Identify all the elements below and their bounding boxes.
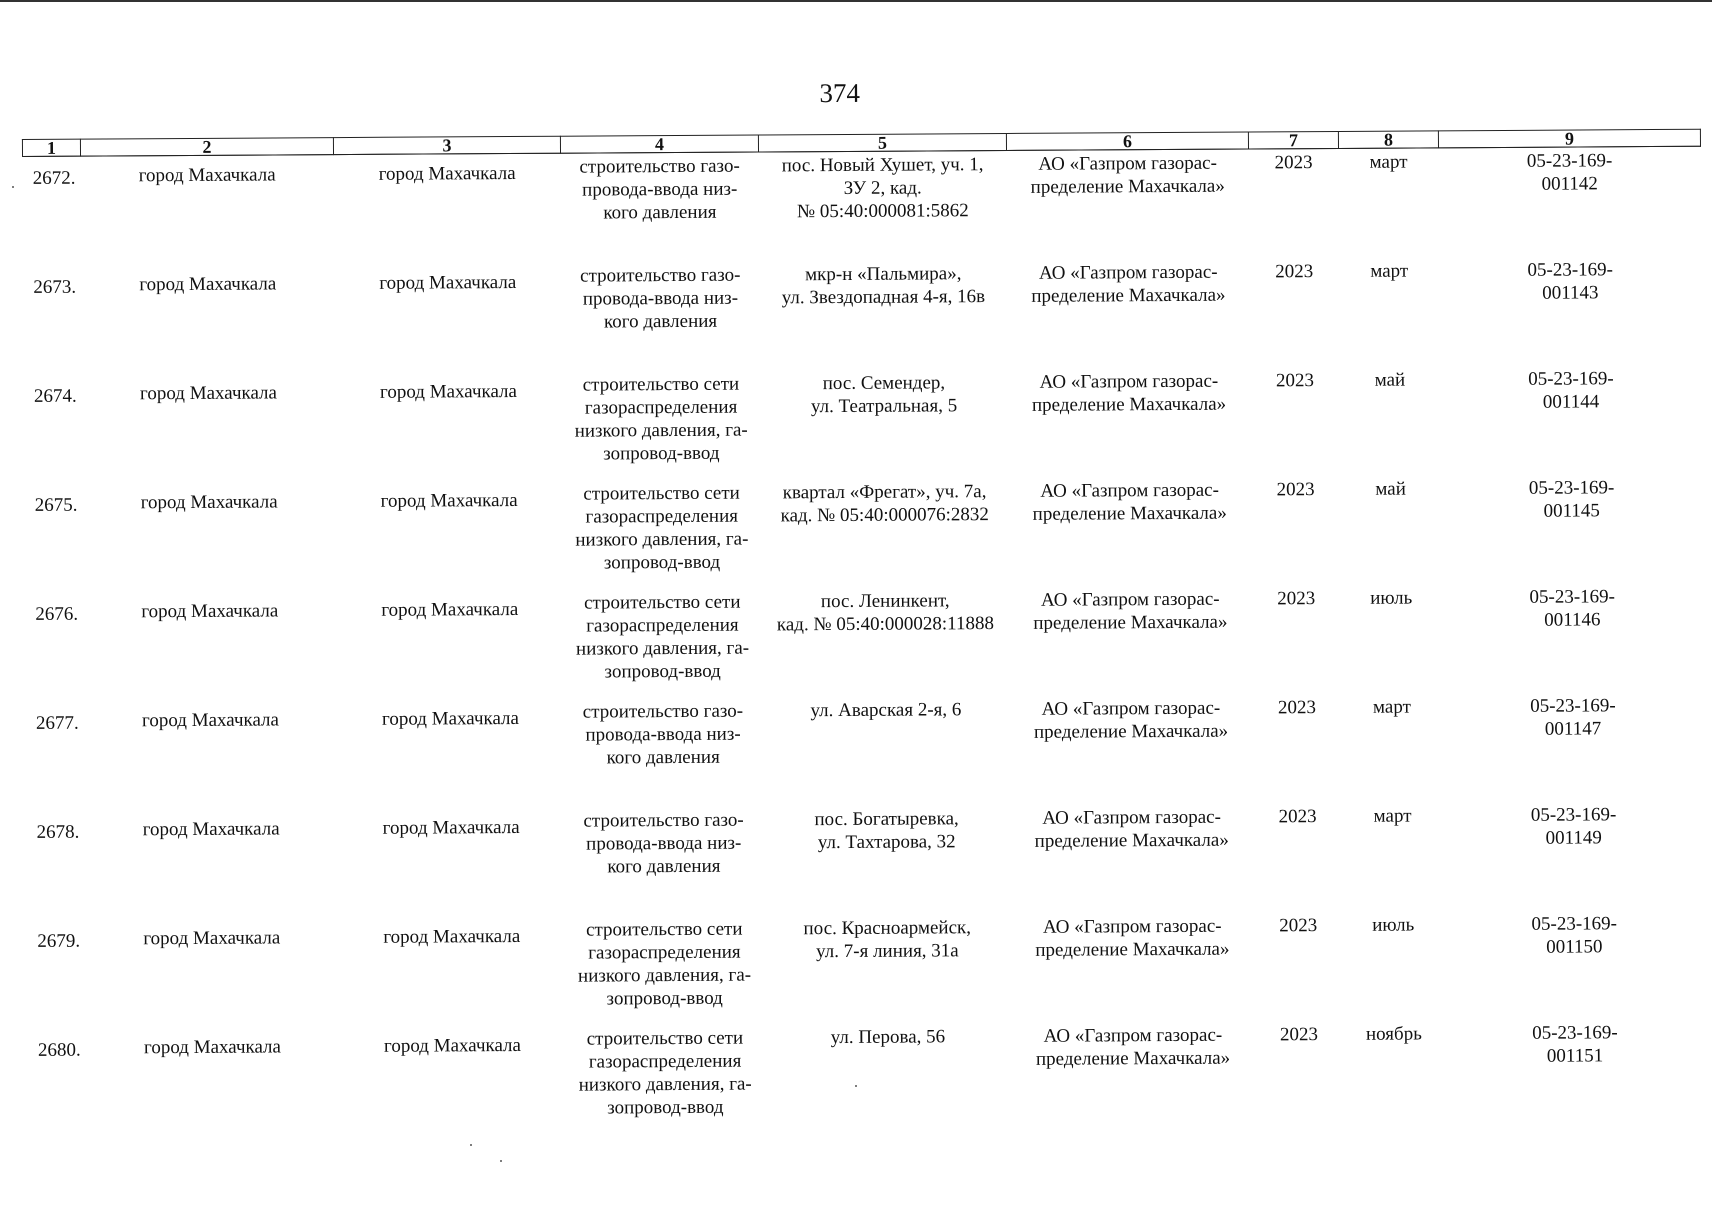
organization-line: пределение Махачкала» bbox=[1031, 393, 1227, 416]
organization-line: АО «Газпром газорас- bbox=[1042, 915, 1222, 938]
municipality-cell: город Махачкала bbox=[138, 164, 276, 187]
work-description-cell bbox=[563, 588, 762, 698]
year-cell: 2023 bbox=[1279, 915, 1318, 937]
address-line: кад. № 05:40:000076:2832 bbox=[780, 504, 989, 527]
work-description-cell bbox=[566, 1024, 765, 1134]
register-number-line: 001145 bbox=[1543, 500, 1600, 522]
address-line: пос. Ленинкент, bbox=[820, 590, 950, 613]
row-number-cell: 2680. bbox=[37, 1039, 81, 1061]
municipality-cell: город Махачкала bbox=[143, 927, 281, 950]
row-number-cell: 2679. bbox=[37, 930, 81, 952]
work-description-line: зопровод-ввод bbox=[603, 442, 720, 465]
table-row bbox=[23, 256, 1702, 375]
work-description-line: строительство газо- bbox=[583, 809, 744, 832]
row-number-cell: 2675. bbox=[34, 494, 78, 516]
work-description-line: зопровод-ввод bbox=[603, 551, 721, 574]
organization-cell bbox=[1007, 149, 1250, 260]
page-number: 374 bbox=[819, 77, 860, 109]
municipality-cell: город Махачкала bbox=[139, 273, 277, 296]
settlement-cell: город Махачкала bbox=[382, 816, 520, 839]
work-description-line: кого давления bbox=[603, 201, 717, 224]
work-description-line: низкого давления, га- bbox=[575, 528, 749, 551]
work-description-line: низкого давления, га- bbox=[578, 1073, 752, 1096]
settlement-cell: город Махачкала bbox=[383, 925, 521, 948]
table-row bbox=[24, 365, 1703, 484]
register-number-cell bbox=[1443, 910, 1706, 1021]
organization-cell bbox=[1009, 585, 1252, 695]
organization-line: пределение Махачкала» bbox=[1033, 720, 1229, 743]
work-description-cell bbox=[564, 697, 763, 807]
scan-speck bbox=[500, 1160, 502, 1162]
organization-cell bbox=[1011, 803, 1254, 913]
row-number-cell: 2676. bbox=[35, 603, 79, 625]
organization-cell bbox=[1010, 694, 1253, 804]
organization-line: пределение Махачкала» bbox=[1031, 284, 1226, 307]
header-col-5: 5 bbox=[758, 133, 1006, 152]
register-number-line: 001149 bbox=[1545, 827, 1602, 849]
address-line: пос. Богатыревка, bbox=[814, 808, 959, 831]
address-cell bbox=[764, 1023, 1013, 1134]
work-description-cell bbox=[565, 806, 764, 916]
address-cell bbox=[763, 805, 1012, 916]
work-description-cell bbox=[561, 152, 760, 263]
work-description-line: газораспределения bbox=[586, 614, 739, 637]
address-line: № 05:40:000081:5862 bbox=[796, 200, 969, 223]
work-description-line: провода-ввода низ- bbox=[585, 723, 741, 746]
table-row bbox=[28, 1019, 1707, 1138]
address-line: квартал «Фрегат», уч. 7а, bbox=[782, 481, 987, 504]
municipality-cell: город Махачкала bbox=[139, 382, 278, 405]
work-description-line: зопровод-ввод bbox=[607, 1096, 724, 1119]
register-number-line: 001151 bbox=[1546, 1045, 1604, 1067]
scan-speck bbox=[12, 186, 14, 188]
organization-cell bbox=[1012, 1021, 1255, 1131]
municipality-cell: город Махачкала bbox=[141, 709, 280, 732]
register-number-cell bbox=[1442, 801, 1705, 912]
work-description-line: строительство сети bbox=[582, 373, 740, 396]
table-row bbox=[25, 474, 1704, 593]
organization-line: АО «Газпром газорас- bbox=[1042, 806, 1221, 829]
settlement-cell: город Махачкала bbox=[381, 598, 519, 621]
work-description-line: газораспределения bbox=[588, 941, 741, 964]
register-number-cell bbox=[1442, 692, 1705, 803]
work-description-line: кого давления bbox=[606, 746, 720, 769]
address-line: пос. Красноармейск, bbox=[803, 917, 972, 940]
register-number-cell bbox=[1441, 583, 1704, 694]
register-number-cell bbox=[1438, 146, 1701, 257]
table-row bbox=[27, 910, 1706, 1029]
year-cell: 2023 bbox=[1275, 261, 1314, 283]
address-cell bbox=[759, 260, 1008, 371]
organization-line: пределение Махачкала» bbox=[1033, 611, 1228, 634]
settlement-cell: город Махачкала bbox=[379, 380, 518, 403]
address-cell bbox=[761, 478, 1010, 589]
header-col-4: 4 bbox=[560, 135, 758, 153]
year-cell: 2023 bbox=[1278, 806, 1317, 828]
register-number-line: 05-23-169- bbox=[1528, 477, 1615, 499]
work-description-line: зопровод-ввод bbox=[604, 660, 721, 683]
work-description-line: строительство сети bbox=[585, 918, 743, 941]
address-cell bbox=[763, 914, 1012, 1025]
month-cell: март bbox=[1370, 260, 1409, 282]
work-description-line: провода-ввода низ- bbox=[582, 178, 738, 201]
work-description-line: строительство сети bbox=[583, 591, 741, 614]
work-description-line: строительство газо- bbox=[582, 700, 744, 723]
work-description-line: низкого давления, га- bbox=[577, 964, 752, 987]
table-row bbox=[26, 692, 1705, 811]
address-line: пос. Семендер, bbox=[822, 372, 946, 395]
organization-line: АО «Газпром газорас- bbox=[1041, 697, 1221, 720]
address-line: ул. Театральная, 5 bbox=[810, 395, 958, 418]
work-description-line: кого давления bbox=[607, 855, 721, 878]
address-line: ул. 7-я линия, 31а bbox=[816, 940, 959, 963]
address-line: ул. Аварская 2-я, 6 bbox=[810, 699, 962, 722]
month-cell: июль bbox=[1370, 587, 1413, 609]
address-line: ул. Звездопадная 4-я, 16в bbox=[781, 286, 986, 309]
work-description-line: низкого давления, га- bbox=[574, 419, 748, 442]
register-number-line: 05-23-169- bbox=[1530, 695, 1616, 717]
organization-line: АО «Газпром газорас- bbox=[1040, 588, 1220, 611]
address-line: ЗУ 2, кад. bbox=[843, 177, 922, 199]
register-number-cell bbox=[1439, 256, 1702, 367]
municipality-cell: город Махачкала bbox=[143, 1036, 282, 1059]
organization-line: АО «Газпром газорас- bbox=[1038, 152, 1217, 175]
organization-line: АО «Газпром газорас- bbox=[1040, 479, 1219, 502]
work-description-line: строительство газо- bbox=[579, 155, 740, 178]
organization-cell bbox=[1008, 368, 1251, 478]
month-cell: июль bbox=[1372, 914, 1415, 936]
register-number-line: 001144 bbox=[1542, 391, 1600, 413]
work-description-line: провода-ввода низ- bbox=[586, 832, 742, 855]
municipality-cell: город Махачкала bbox=[142, 818, 280, 841]
year-cell: 2023 bbox=[1276, 479, 1315, 501]
address-line: ул. Перова, 56 bbox=[830, 1026, 946, 1049]
address-cell bbox=[760, 369, 1009, 480]
month-cell: май bbox=[1374, 369, 1406, 391]
register-number-line: 05-23-169- bbox=[1529, 586, 1616, 608]
month-cell: ноябрь bbox=[1365, 1023, 1422, 1045]
settlement-cell: город Махачкала bbox=[378, 162, 516, 185]
year-cell: 2023 bbox=[1274, 152, 1313, 174]
row-number-cell: 2672. bbox=[32, 167, 76, 189]
work-description-line: газораспределения bbox=[588, 1050, 742, 1073]
work-description-line: низкого давления, га- bbox=[575, 637, 750, 660]
organization-cell bbox=[1009, 476, 1252, 586]
row-number-cell: 2673. bbox=[33, 276, 77, 298]
work-description-line: строительство газо- bbox=[580, 264, 741, 287]
work-description-cell bbox=[561, 261, 760, 371]
organization-cell bbox=[1011, 912, 1254, 1022]
settlement-cell: город Махачкала bbox=[381, 707, 519, 730]
organization-line: АО «Газпром газорас- bbox=[1043, 1024, 1223, 1047]
work-description-line: кого давления bbox=[603, 310, 718, 333]
register-number-line: 001146 bbox=[1544, 609, 1601, 631]
table-row bbox=[25, 583, 1704, 702]
register-number-line: 001142 bbox=[1541, 173, 1598, 195]
register-number-cell bbox=[1440, 474, 1703, 585]
header-col-3: 3 bbox=[333, 136, 560, 154]
register-number-line: 05-23-169- bbox=[1531, 913, 1618, 935]
work-description-cell bbox=[563, 479, 762, 589]
address-cell bbox=[759, 150, 1008, 261]
register-number-cell bbox=[1440, 365, 1703, 476]
address-line: ул. Тахтарова, 32 bbox=[817, 831, 956, 854]
row-number-cell: 2677. bbox=[35, 712, 79, 734]
year-cell: 2023 bbox=[1275, 370, 1314, 392]
work-description-line: строительство сети bbox=[583, 482, 740, 505]
settlement-cell: город Махачкала bbox=[379, 271, 517, 294]
address-cell bbox=[762, 696, 1011, 807]
scan-speck bbox=[855, 1085, 857, 1087]
work-description-line: строительство сети bbox=[586, 1027, 744, 1050]
work-description-line: газораспределения bbox=[584, 396, 738, 419]
municipality-cell: город Махачкала bbox=[140, 491, 278, 514]
work-description-line: зопровод-ввод bbox=[606, 987, 723, 1010]
header-col-2: 2 bbox=[80, 138, 333, 157]
register-table bbox=[22, 129, 1707, 1138]
header-col-1: 1 bbox=[22, 139, 80, 156]
scan-speck bbox=[470, 1144, 472, 1146]
organization-line: АО «Газпром газорас- bbox=[1038, 261, 1218, 284]
register-number-line: 05-23-169- bbox=[1528, 368, 1614, 390]
month-cell: март bbox=[1372, 696, 1411, 718]
work-description-cell bbox=[565, 915, 764, 1025]
work-description-line: провода-ввода низ- bbox=[582, 287, 739, 310]
organization-line: пределение Махачкала» bbox=[1032, 502, 1227, 525]
header-col-8: 8 bbox=[1338, 131, 1438, 149]
row-number-cell: 2674. bbox=[33, 385, 77, 407]
table-row bbox=[27, 801, 1706, 920]
header-col-6: 6 bbox=[1006, 132, 1248, 150]
register-number-line: 05-23-169- bbox=[1527, 259, 1614, 281]
month-cell: март bbox=[1373, 805, 1412, 827]
year-cell: 2023 bbox=[1277, 697, 1316, 719]
header-col-7: 7 bbox=[1248, 131, 1338, 149]
address-line: мкр-н «Пальмира», bbox=[805, 263, 962, 286]
organization-line: АО «Газпром газорас- bbox=[1039, 370, 1219, 393]
organization-line: пределение Махачкала» bbox=[1035, 1047, 1231, 1070]
year-cell: 2023 bbox=[1277, 588, 1316, 610]
municipality-cell: город Махачкала bbox=[141, 600, 279, 623]
work-description-line: газораспределения bbox=[585, 505, 739, 528]
register-number-line: 001150 bbox=[1546, 936, 1603, 958]
settlement-cell: город Махачкала bbox=[380, 489, 518, 512]
row-number-cell: 2678. bbox=[36, 821, 80, 843]
work-description-cell bbox=[562, 370, 761, 480]
register-number-line: 05-23-169- bbox=[1532, 1022, 1618, 1044]
organization-line: пределение Махачкала» bbox=[1034, 829, 1229, 852]
header-col-9: 9 bbox=[1438, 129, 1700, 148]
address-line: пос. Новый Хушет, уч. 1, bbox=[781, 154, 984, 177]
organization-cell bbox=[1007, 259, 1250, 369]
month-cell: май bbox=[1375, 478, 1406, 500]
register-number-line: 001143 bbox=[1542, 282, 1599, 304]
address-cell bbox=[761, 587, 1010, 698]
month-cell: март bbox=[1369, 151, 1408, 173]
year-cell: 2023 bbox=[1279, 1024, 1318, 1046]
register-number-cell bbox=[1444, 1019, 1707, 1130]
register-number-line: 001147 bbox=[1544, 718, 1602, 740]
organization-line: пределение Махачкала» bbox=[1030, 175, 1225, 198]
register-number-line: 05-23-169- bbox=[1526, 150, 1613, 172]
table-row bbox=[23, 146, 1702, 266]
table-body bbox=[23, 146, 1707, 1138]
address-line: кад. № 05:40:000028:11888 bbox=[776, 613, 994, 636]
organization-line: пределение Махачкала» bbox=[1035, 938, 1230, 961]
register-number-line: 05-23-169- bbox=[1530, 804, 1617, 826]
settlement-cell: город Махачкала bbox=[383, 1034, 521, 1057]
